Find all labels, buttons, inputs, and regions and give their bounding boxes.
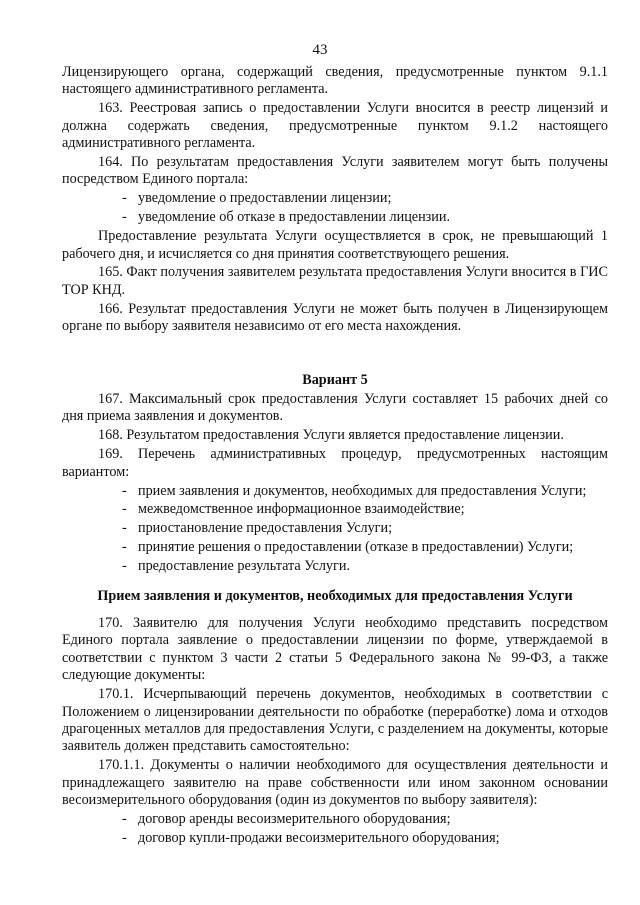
list-item: - договор купли-продажи весоизмерительного оборудования; (122, 829, 500, 846)
list-item: - прием заявления и документов, необходимых для предоставления Услуги; (122, 482, 587, 499)
paragraph-164: 164. По результатам предоставления Услуги заявителем могут быть получены посредством Единого портала: (62, 154, 608, 188)
dash-marker: - (122, 829, 127, 846)
paragraph-170-1-1: 170.1.1. Документы о наличии необходимого для осуществления деятельности и принадлежащего заявителю на праве собственности или ином законном основании весоизмерительного оборудования (один из документов по выбору заявителя): (62, 757, 608, 809)
section-subheading: Прием заявления и документов, необходимых для предоставления Услуги (97, 587, 573, 604)
list-item: - договор аренды весоизмерительного оборудования; (122, 810, 451, 827)
paragraph-169: 169. Перечень административных процедур, предусмотренных настоящим вариантом: (62, 446, 608, 480)
list-item: - предоставление результата Услуги. (122, 558, 350, 575)
document-body (62, 64, 608, 849)
list-item: - уведомление о предоставлении лицензии; (122, 190, 392, 207)
paragraph-163: 163. Реестровая запись о предоставлении Услуги вносится в реестр лицензий и должна содержать сведения, предусмотренные пунктом 9.1.2 настоящего административного регламента. (62, 100, 608, 152)
dash-marker: - (122, 501, 127, 518)
paragraph-170-1: 170.1. Исчерпывающий перечень документов, необходимых в соответствии с Положением о лицензировании деятельности по обработке (переработке) лома и отходов драгоценных металлов для предоставления Услуги, с разделением на документы, которые заявитель должен представить самостоятельно: (62, 686, 608, 755)
paragraph-continuation: Лицензирующего органа, содержащий сведения, предусмотренные пунктом 9.1.1 настоящего административного регламента. (62, 64, 608, 98)
list-item: - приостановление предоставления Услуги; (122, 520, 393, 537)
dash-marker: - (122, 810, 127, 827)
list-item: - уведомление об отказе в предоставлении лицензии. (122, 209, 451, 226)
list-item: - межведомственное информационное взаимодействие; (122, 501, 465, 518)
paragraph-168: 168. Результатом предоставления Услуги является предоставление лицензии. (98, 427, 564, 444)
dash-marker: - (122, 482, 127, 499)
paragraph-164-after: Предоставление результата Услуги осуществляется в срок, не превышающий 1 рабочего дня, и исчисляется со дня принятия соответствующего решения. (62, 228, 608, 262)
dash-marker: - (122, 539, 127, 556)
dash-marker: - (122, 190, 127, 207)
paragraph-167: 167. Максимальный срок предоставления Услуги составляет 15 рабочих дней со дня приема заявления и документов. (62, 391, 608, 425)
paragraph-170: 170. Заявителю для получения Услуги необходимо представить посредством Единого портала заявление о предоставлении лицензии по форме, утверждаемой в соответствии с пунктом 3 части 2 статьи 5 Федерального закона № 99-ФЗ, а также следующие документы: (62, 614, 608, 684)
dash-marker: - (122, 209, 127, 226)
paragraph-165: 165. Факт получения заявителем результата предоставления Услуги вносится в ГИС ТОР КНД. (62, 264, 608, 298)
page-number: 43 (312, 42, 328, 58)
paragraph-166: 166. Результат предоставления Услуги не может быть получен в Лицензирующем органе по выбору заявителя независимо от его места нахождения. (62, 300, 608, 335)
dash-marker: - (122, 520, 127, 537)
dash-marker: - (122, 558, 127, 575)
list-item: - принятие решения о предоставлении (отказе в предоставлении) Услуги; (122, 539, 574, 556)
section-heading-variant-5: Вариант 5 (302, 371, 368, 388)
